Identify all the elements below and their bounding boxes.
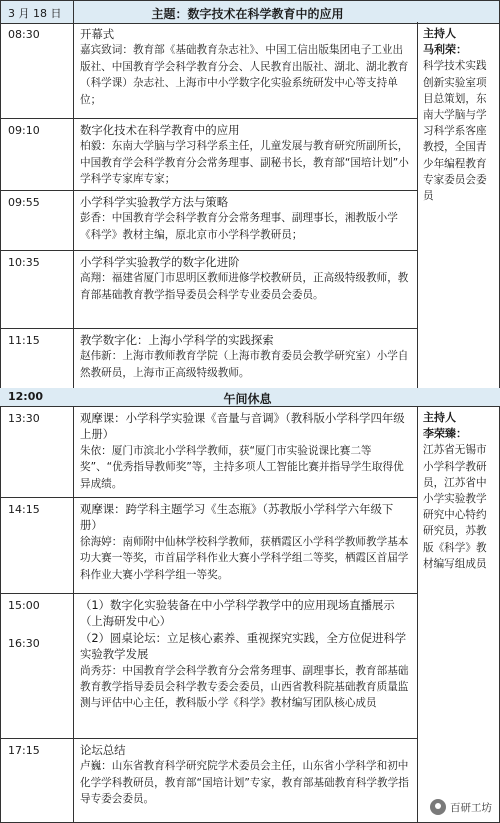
row-divider [0, 497, 418, 498]
session-time: 11:15 [8, 334, 40, 347]
session-body: 朱依：厦门市滨北小学科学教师，获“厦门市实验说课比赛二等奖”、“优秀指导教师奖”等，主持多项人工智能比赛并指导学生取得优异成绩。 [80, 444, 404, 490]
session-time: 17:15 [8, 744, 40, 757]
session-time: 16:30 [8, 637, 40, 650]
column-divider-host-2 [417, 406, 418, 823]
wechat-icon [430, 799, 446, 815]
session-title: 数字化技术在科学教育中的应用 [80, 123, 240, 137]
row-divider [0, 118, 418, 119]
column-divider-host-1 [417, 22, 418, 388]
lunch-label: 午间休息 [223, 392, 272, 406]
session-body: 尚秀芬：中国教育学会科学教育分会常务理事、副理事长，教育部基础教育教学指导委员会科学教专委会委员，山西省教科院基础教育质量监测与评估中心主任，教科版小学《科学》教材编写团队核心成员 [80, 664, 409, 710]
host-morning [423, 26, 495, 204]
session-roundtable [80, 597, 410, 712]
border-left [0, 0, 1, 823]
session-methods [80, 194, 410, 243]
session-time: 09:55 [8, 196, 40, 209]
lunch-row [0, 388, 500, 406]
host-label: 主持人 [423, 411, 456, 424]
session-digital-tech [80, 122, 410, 188]
session-title: 观摩课：小学科学实验课《音量与音调》（教科版小学科学四年级上册） [80, 411, 405, 442]
session-time: 13:30 [8, 412, 40, 425]
session-body: 彭香：中国教育学会科学教育分会常务理事、副理事长，湘教版小学《科学》教材主编，原北京市小学科学教研员； [80, 212, 398, 241]
session-time: 10:35 [8, 256, 40, 269]
row-divider [0, 328, 418, 329]
session-title: 论坛总结 [80, 743, 126, 757]
session-body: 高翔：福建省厦门市思明区教师进修学校教研员，正高级特级教师，教育部基础教育教学指导委员会科学专业委员会委员。 [80, 272, 409, 301]
column-divider-time [73, 0, 74, 823]
session-demo-sound [80, 410, 410, 492]
host-name: 马利荣： [423, 43, 467, 57]
session-time: 09:10 [8, 124, 40, 137]
host-label: 主持人 [423, 27, 456, 40]
session-title: 观摩课：跨学科主题学习《生态瓶》（苏教版小学科学六年级下册） [80, 502, 394, 533]
session-time: 14:15 [8, 503, 40, 516]
session-title: 教学数字化：上海小学科学的实践探索 [80, 333, 274, 347]
row-divider [0, 250, 418, 251]
host-desc: 科学技术实践创新实验室项目总策划，东南大学脑与学习科学系客座教授，全国青少年编程教育专家委员会委员 [423, 60, 487, 203]
session-shanghai-practice [80, 332, 410, 381]
row-divider [0, 190, 418, 191]
agenda-header [0, 0, 500, 24]
session-item: （2）圆桌论坛：立足核心素养、重视探究实践，全方位促进科学实验教学发展 [80, 630, 407, 662]
host-desc: 江苏省无锡市小学科学教研员，江苏省中小学实验教学研究中心特约研究员，苏教版《科学》教材编写组成员 [423, 444, 487, 570]
session-item: （1）数字化实验装备在中小学科学教学中的应用现场直播展示（上海研发中心） [80, 598, 395, 629]
lunch-time: 12:00 [8, 390, 44, 403]
session-demo-ecobottle [80, 501, 410, 583]
session-time: 15:00 [8, 599, 40, 612]
session-body: 卢巍：山东省教育科学研究院学术委员会主任，山东省小学科学和初中化学学科教研员，教育部“国培计划”专家，教育部基础教育科学教学指导专委会委员。 [80, 760, 409, 806]
session-body: 柏毅：东南大学脑与学习科学系主任，儿童发展与教育研究所副所长，中国教育学会科学教育分会常务理事、副秘书长，教育部“国培计划”小学科学专家库专家； [80, 140, 409, 186]
session-body: 赵伟新：上海市教师教育学院（上海市教育委员会教学研究室）小学自然教研员，上海市正高级特级教师。 [80, 350, 409, 379]
host-name: 李荣臻： [423, 427, 467, 441]
session-summary [80, 742, 410, 808]
theme-title: 主题：数字技术在科学教育中的应用 [151, 7, 344, 21]
watermark [430, 799, 492, 815]
session-opening [80, 26, 410, 108]
row-divider [0, 738, 418, 739]
session-body: 徐海婷：南师附中仙林学校科学教师，获栖霞区小学科学教师教学基本功大赛一等奖，市首届学科作业大赛小学科学组二等奖，栖霞区首届学科作业大赛小学科学组一等奖。 [80, 535, 409, 581]
session-digital-advance [80, 254, 410, 303]
row-divider [0, 593, 418, 594]
session-body: 嘉宾致词：教育部《基础教育杂志社》、中国工信出版集团电子工业出版社、中国教育学会科学教育分会、人民教育出版社、湖北、湖北教育（科学课）杂志社、上海市中小学数字化实验系统研发中心等支持单位； [80, 44, 409, 106]
date-label: 3 月 18 日 [8, 7, 62, 20]
watermark-text: 百研工坊 [450, 801, 492, 814]
session-title: 小学科学实验教学的数字化进阶 [80, 255, 240, 269]
session-title: 开幕式 [80, 27, 115, 41]
session-time: 08:30 [8, 28, 40, 41]
host-afternoon [423, 410, 495, 572]
session-title: 小学科学实验教学方法与策略 [80, 195, 229, 209]
